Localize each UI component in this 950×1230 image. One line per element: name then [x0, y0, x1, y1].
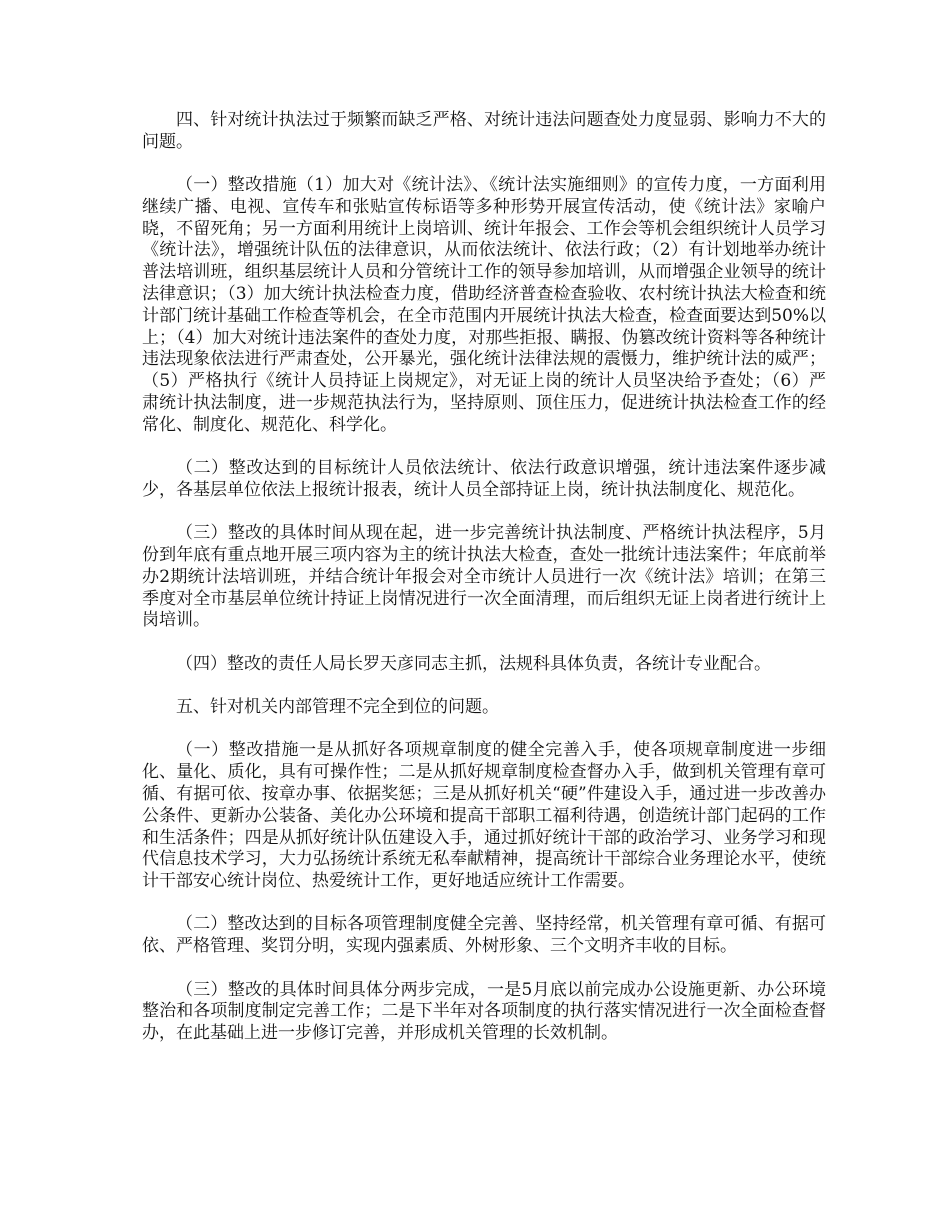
- paragraph-goals-4-2: （二）整改达到的目标统计人员依法统计、依法行政意识增强，统计违法案件逐步减少，各基层单位依法上报统计报表，统计人员全部持证上岗，统计执法制度化、规范化。: [142, 458, 826, 500]
- paragraph-measures-5-1: （一）整改措施一是从抓好各项规章制度的健全完善入手，使各项规章制度进一步细化、量化、质化，具有可操作性；二是从抓好规章制度检查督办入手，做到机关管理有章可循、有据可依、按章办事、依据奖惩；三是从抓好机关“硬”件建设入手，通过进一步改善办公条件、更新办公装备、美化办公环境和提高干部职工福利待遇，创造统计部门起码的工作和生活条件；四是从抓好统计队伍建设入手，通过抓好统计干部的政治学习、业务学习和现代信息技术学习，大力弘扬统计系统无私奉献精神，提高统计干部综合业务理论水平，使统计干部安心统计岗位、热爱统计工作，更好地适应统计工作需要。: [142, 740, 826, 892]
- section-heading-five: 五、针对机关内部管理不完全到位的问题。: [176, 697, 499, 718]
- paragraph-schedule-4-3: （三）整改的具体时间从现在起，进一步完善统计执法制度、严格统计执法程序，5月份到年底有重点地开展三项内容为主的统计执法大检查，查处一批统计违法案件；年底前举办2期统计法培训班，并结合统计年报会对全市统计人员进行一次《统计法》培训；在第三季度对全市基层单位统计持证上岗情况进行一次全面清理，而后组织无证上岗者进行统计上岗培训。: [142, 523, 826, 631]
- document-body: [142, 110, 826, 1045]
- section-heading-four: 四、针对统计执法过于频繁而缺乏严格、对统计违法问题查处力度显弱、影响力不大的问题。: [142, 110, 826, 152]
- paragraph-responsible-4-4: （四）整改的责任人局长罗天彦同志主抓，法规科具体负责，各统计专业配合。: [176, 653, 771, 674]
- paragraph-goals-5-2: （二）整改达到的目标各项管理制度健全完善、坚持经常，机关管理有章可循、有据可依、严格管理、奖罚分明，实现内强素质、外树形象、三个文明齐丰收的目标。: [142, 914, 826, 957]
- paragraph-schedule-5-3: （三）整改的具体时间具体分两步完成，一是5月底以前完成办公设施更新、办公环境整治和各项制度制定完善工作；二是下半年对各项制度的执行落实情况进行一次全面检查督办，在此基础上进一步修订完善，并形成机关管理的长效机制。: [142, 979, 826, 1044]
- paragraph-measures-4-1: （一）整改措施（1）加大对《统计法》、《统计法实施细则》的宣传力度，一方面利用继续广播、电视、宣传车和张贴宣传标语等多种形势开展宣传活动，使《统计法》家喻户晓，不留死角；另一方面利用统计上岗培训、统计年报会、工作会等机会组织统计人员学习《统计法》，增强统计队伍的法律意识，从而依法统计、依法行政；（2）有计划地举办统计普法培训班，组织基层统计人员和分管统计工作的领导参加培训，从而增强企业领导的统计法律意识；（3）加大统计执法检查力度，借助经济普查检查验收、农村统计执法大检查和统计部门统计基础工作检查等机会，在全市范围内开展统计执法大检查，检查面要达到50%以上；（4）加大对统计违法案件的查处力度，对那些拒报、瞒报、伪篡改统计资料等各种统计违法现象依法进行严肃查处，公开暴光，强化统计法律法规的震慑力，维护统计法的威严；（5）严格执行《统计人员持证上岗规定》，对无证上岗的统计人员坚决给予查处；（6）严肃统计执法制度，进一步规范执法行为，坚持原则、顶住压力，促进统计执法检查工作的经常化、制度化、规范化、科学化。: [142, 175, 826, 435]
